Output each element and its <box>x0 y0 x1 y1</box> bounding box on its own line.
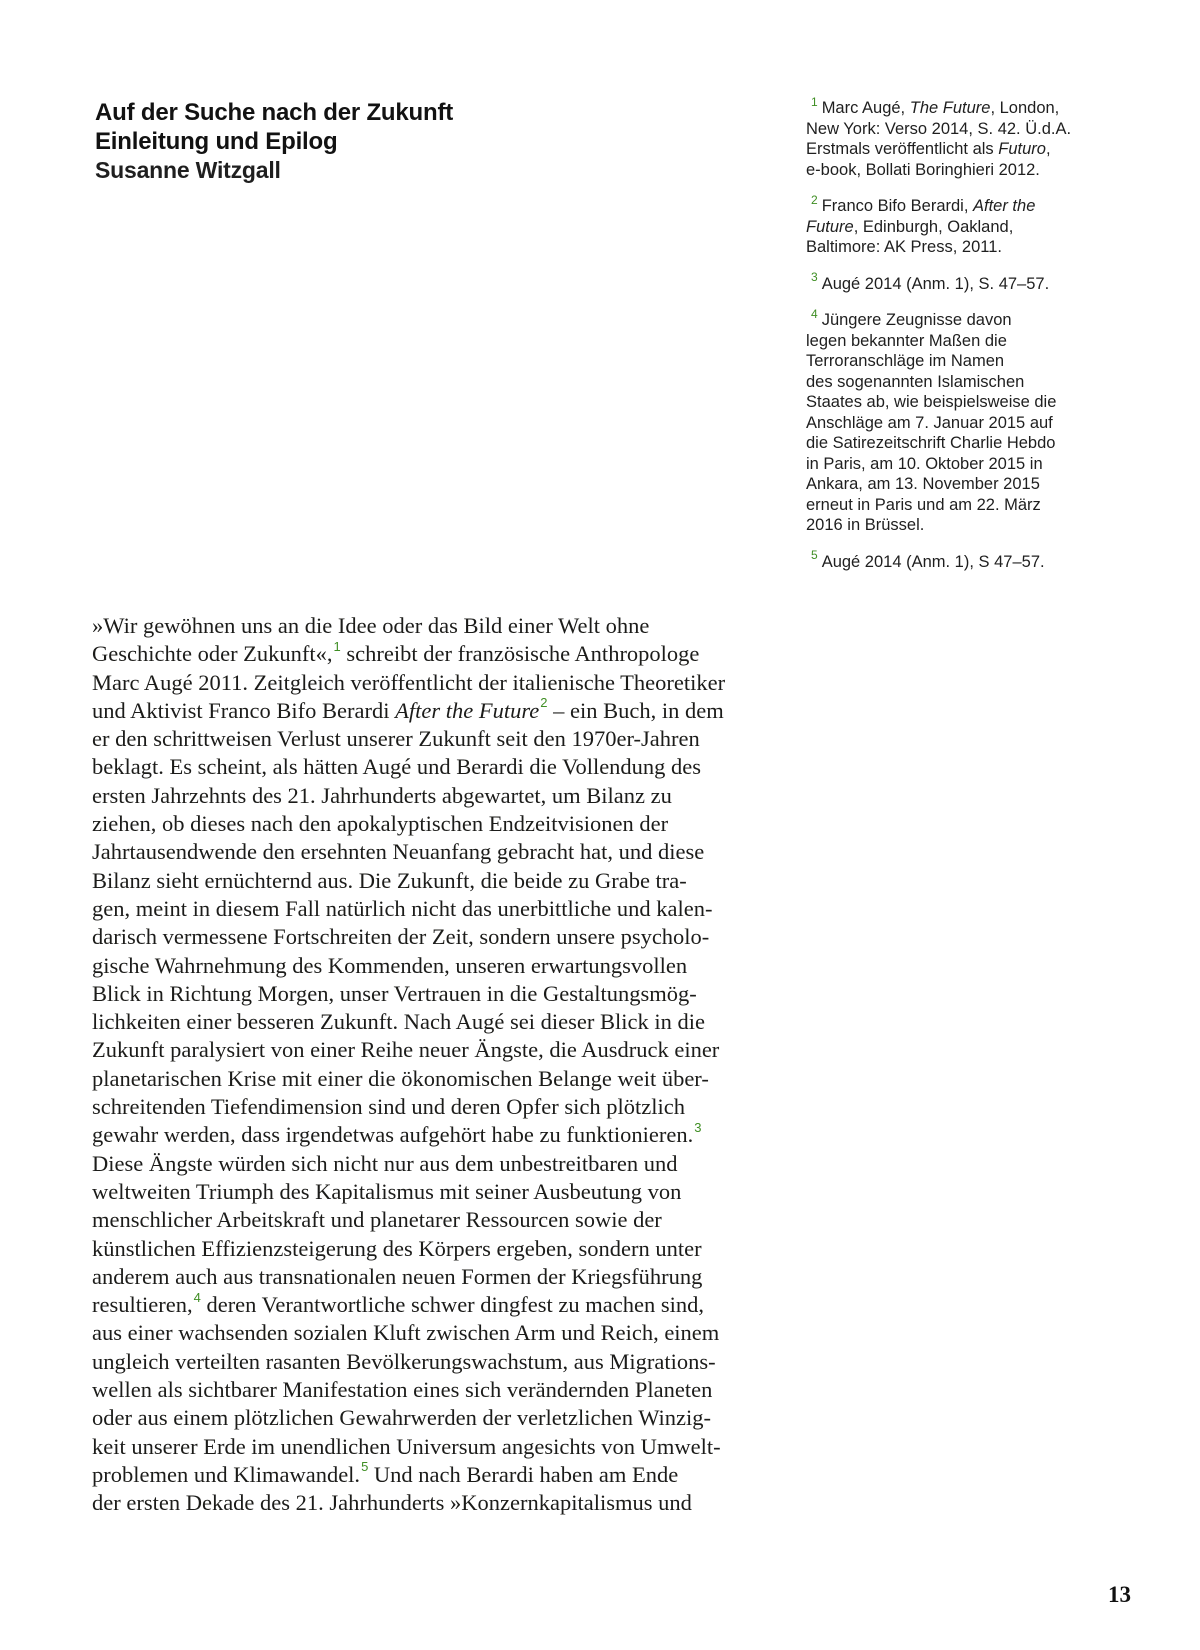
footnote-number: 5 <box>811 548 818 562</box>
text-run: 2016 in Brüssel. <box>806 516 925 534</box>
text-run: Marc Augé 2011. Zeitgleich veröffentlicht der italienische Theoretiker <box>92 669 726 695</box>
text-run: Jahrtausendwende den ersehnten Neuanfang gebracht hat, und diese <box>92 839 705 865</box>
footnote-line <box>806 139 1128 160</box>
text-run: e-book, Bollati Boringhieri 2012. <box>806 160 1040 179</box>
page-title-line-1: Auf der Suche nach der Zukunft <box>95 99 454 126</box>
footnote-1 <box>806 94 1128 180</box>
body-line <box>92 838 812 866</box>
footnote-line <box>806 192 1128 217</box>
text-run: Jüngere Zeugnisse davon <box>821 311 1012 329</box>
text-run: gewahr werden, dass irgendetwas aufgehört habe zu funktionieren. <box>92 1122 694 1148</box>
footnote-line <box>806 306 1128 331</box>
text-run: künstlichen Effizienzsteigerung des Körpers ergeben, sondern unter <box>92 1235 702 1261</box>
author-name: Susanne Witzgall <box>95 157 281 183</box>
italic-text: After the <box>973 197 1036 215</box>
text-run: keit unserer Erde im unendlichen Universum angesichts von Umwelt- <box>92 1433 721 1459</box>
body-line <box>92 1404 812 1432</box>
body-line <box>92 1206 812 1234</box>
footnote-line <box>806 270 1128 295</box>
body-line <box>92 1121 812 1149</box>
footnote-2 <box>806 192 1128 258</box>
text-run: erneut in Paris und am 22. März <box>806 495 1041 514</box>
body-line <box>92 1065 812 1093</box>
footnote-line <box>806 351 1128 372</box>
text-run: Erstmals veröffentlicht als <box>806 140 999 158</box>
body-line <box>92 952 812 980</box>
body-line <box>92 895 812 923</box>
page-title-line-2: Einleitung und Epilog <box>95 128 338 155</box>
text-run: Ankara, am 13. November 2015 <box>806 475 1040 493</box>
italic-text: Futuro <box>998 140 1046 158</box>
body-line <box>92 1433 812 1461</box>
body-line <box>92 1093 812 1121</box>
text-run: Staates ab, wie beispielsweise die <box>806 393 1057 411</box>
text-run: aus einer wachsenden sozialen Kluft zwischen Arm und Reich, einem <box>92 1320 720 1346</box>
text-run: Marc Augé, <box>821 99 910 117</box>
text-run: lichkeiten einer besseren Zukunft. Nach Augé sei dieser Blick in die <box>92 1009 705 1035</box>
footnote-line <box>806 474 1128 495</box>
text-run: problemen und Klimawandel. <box>92 1461 361 1487</box>
footnote-line <box>806 548 1128 573</box>
body-line <box>92 980 812 1008</box>
text-run: er den schrittweisen Verlust unserer Zukunft seit den 1970er-Jahren <box>92 726 700 752</box>
footnote-line <box>806 454 1128 475</box>
text-run: Bilanz sieht ernüchternd aus. Die Zukunft, die beide zu Grabe tra- <box>92 867 687 893</box>
text-run: anderem auch aus transnationalen neuen Formen der Kriegsführung <box>92 1263 703 1289</box>
footnote-ref: 2 <box>540 695 548 711</box>
footnote-line <box>806 372 1128 393</box>
text-run: der ersten Dekade des 21. Jahrhunderts »Konzernkapitalismus und <box>92 1490 692 1516</box>
body-line <box>92 1036 812 1064</box>
text-run: Zukunft paralysiert von einer Reihe neuer Ängste, die Ausdruck einer <box>92 1037 720 1063</box>
text-run: Franco Bifo Berardi, <box>821 197 973 215</box>
body-line <box>92 1263 812 1291</box>
body-line <box>92 725 812 753</box>
text-run: Baltimore: AK Press, 2011. <box>806 238 1002 256</box>
text-run: die Satirezeitschrift Charlie Hebdo <box>806 434 1056 452</box>
body-line <box>92 867 812 895</box>
text-run: in Paris, am 10. Oktober 2015 in <box>806 454 1043 473</box>
body-line <box>92 1235 812 1263</box>
text-run: Und nach Berardi haben am Ende <box>368 1461 679 1487</box>
text-run: – ein Buch, in dem <box>547 697 724 723</box>
footnote-ref: 4 <box>193 1289 201 1305</box>
text-run: ungleich verteilten rasanten Bevölkerungswachstum, aus Migrations- <box>92 1348 716 1374</box>
text-run: , London, <box>990 99 1060 117</box>
body-line <box>92 753 812 781</box>
footnote-line <box>806 94 1128 119</box>
text-run: schreibt der französische Anthropologe <box>340 641 700 667</box>
footnote-3 <box>806 270 1128 295</box>
body-line <box>92 640 812 668</box>
footnote-line <box>806 392 1128 413</box>
text-run: wellen als sichtbarer Manifestation eines sich verändernden Planeten <box>92 1377 713 1403</box>
body-line <box>92 1319 812 1347</box>
body-line <box>92 1348 812 1376</box>
footnote-ref: 5 <box>361 1459 369 1475</box>
footnote-ref: 1 <box>333 638 341 654</box>
text-run: Augé 2014 (Anm. 1), S 47–57. <box>821 552 1045 571</box>
text-run: Anschläge am 7. Januar 2015 auf <box>806 413 1053 432</box>
text-run: schreitenden Tiefendimension sind und deren Opfer sich plötzlich <box>92 1094 685 1120</box>
text-run: beklagt. Es scheint, als hätten Augé und Berardi die Vollendung des <box>92 754 702 780</box>
body-line <box>92 923 812 951</box>
text-run: New York: Verso 2014, S. 42. Ü.d.A. <box>806 119 1072 138</box>
footnote-line <box>806 119 1128 140</box>
text-run: menschlicher Arbeitskraft und planetarer Ressourcen sowie der <box>92 1207 662 1233</box>
body-line <box>92 669 812 697</box>
body-line <box>92 1461 812 1489</box>
footnote-4 <box>806 306 1128 536</box>
body-line <box>92 810 812 838</box>
text-run: planetarischen Krise mit einer die ökonomischen Belange weit über- <box>92 1065 709 1091</box>
footnote-5 <box>806 548 1128 573</box>
footnote-line <box>806 331 1128 352</box>
footnote-line <box>806 237 1128 258</box>
article-header <box>95 98 453 185</box>
footnote-number: 1 <box>811 94 818 109</box>
text-run: darisch vermessene Fortschreiten der Zeit, sondern unsere psycholo- <box>92 924 710 950</box>
text-run: , Edinburgh, Oakland, <box>853 217 1014 236</box>
body-line <box>92 612 812 640</box>
text-run: Terroranschläge im Namen <box>806 352 1005 370</box>
body-line <box>92 1008 812 1036</box>
footnote-number: 3 <box>811 270 818 284</box>
text-run: gische Wahrnehmung des Kommenden, unseren erwartungsvollen <box>92 952 688 978</box>
body-line <box>92 1178 812 1206</box>
body-text <box>92 612 812 1518</box>
text-run: Geschichte oder Zukunft«, <box>92 641 333 667</box>
italic-text: The Future <box>909 99 991 117</box>
body-line <box>92 782 812 810</box>
text-run: des sogenannten Islamischen <box>806 372 1025 391</box>
italic-text: After the Future <box>395 697 540 723</box>
text-run: deren Verantwortliche schwer dingfest zu machen sind, <box>200 1292 704 1318</box>
footnote-line <box>806 495 1128 516</box>
text-run: gen, meint in diesem Fall natürlich nicht das unerbittliche und kalen- <box>92 895 713 921</box>
text-run: ersten Jahrzehnts des 21. Jahrhunderts abgewartet, um Bilanz zu <box>92 782 672 808</box>
footnote-line <box>806 413 1128 434</box>
body-line <box>92 697 812 725</box>
footnote-line <box>806 515 1128 536</box>
footnote-number: 2 <box>811 192 818 207</box>
footnote-line <box>806 160 1128 181</box>
text-run: legen bekannter Maßen die <box>806 331 1007 350</box>
text-run: Blick in Richtung Morgen, unser Vertrauen in die Gestaltungsmög- <box>92 980 697 1006</box>
text-run: Diese Ängste würden sich nicht nur aus dem unbestreitbaren und <box>92 1150 678 1176</box>
text-run: weltweiten Triumph des Kapitalismus mit seiner Ausbeutung von <box>92 1178 682 1204</box>
page-number: 13 <box>1108 1582 1131 1607</box>
text-run: »Wir gewöhnen uns an die Idee oder das Bild einer Welt ohne <box>92 613 650 638</box>
footnote-line <box>806 217 1128 238</box>
body-line <box>92 1489 812 1517</box>
footnote-ref: 3 <box>694 1119 702 1135</box>
italic-text: Future <box>806 217 854 236</box>
body-line <box>92 1376 812 1404</box>
footnote-line <box>806 433 1128 454</box>
body-line <box>92 1291 812 1319</box>
text-run: oder aus einem plötzlichen Gewahrwerden der verletzlichen Winzig- <box>92 1405 712 1431</box>
text-run: Augé 2014 (Anm. 1), S. 47–57. <box>821 274 1050 293</box>
text-run: , <box>1045 140 1051 158</box>
text-run: und Aktivist Franco Bifo Berardi <box>92 697 396 723</box>
text-run: resultieren, <box>92 1292 193 1318</box>
footnotes-column <box>806 94 1128 588</box>
text-run: ziehen, ob dieses nach den apokalyptischen Endzeitvisionen der <box>92 811 669 837</box>
body-line <box>92 1150 812 1178</box>
footnote-number: 4 <box>811 306 818 321</box>
